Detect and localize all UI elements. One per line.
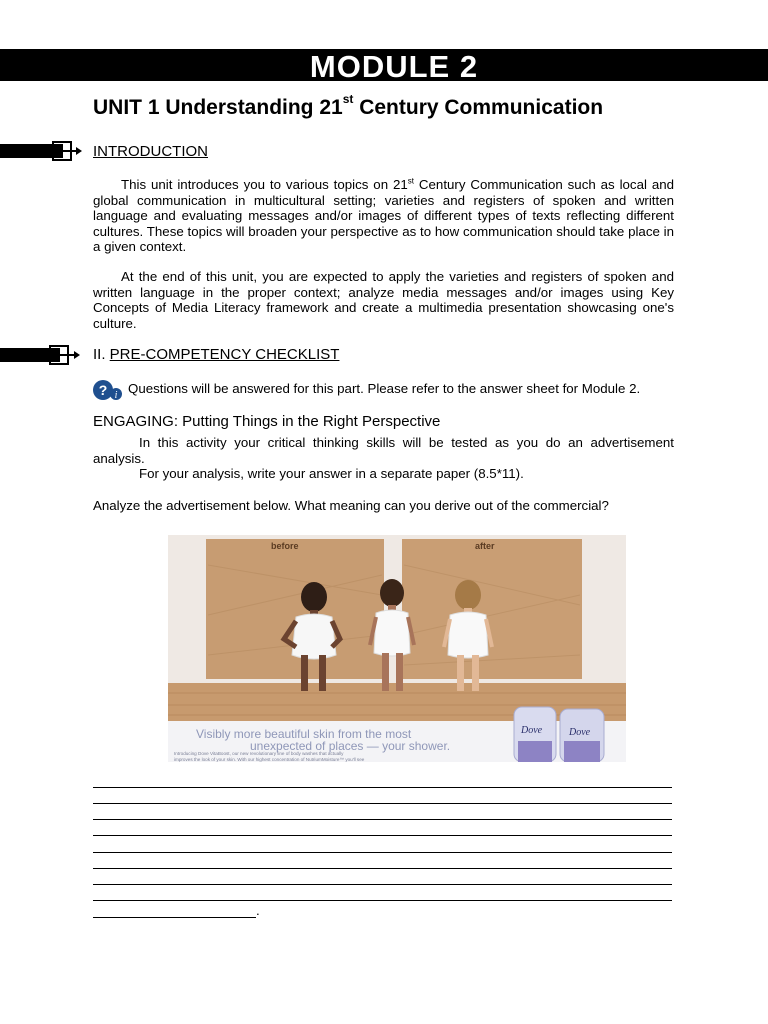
answer-line[interactable] — [93, 884, 672, 885]
advertisement-image — [168, 535, 626, 762]
answer-line[interactable] — [93, 787, 672, 788]
engaging-instruction-2: For your analysis, write your answer in a separate paper (8.5*11). — [139, 466, 524, 481]
exit-arrow-icon — [0, 141, 82, 161]
checklist-heading-text: PRE-COMPETENCY CHECKLIST — [109, 346, 340, 363]
engaging-heading: ENGAGING: Putting Things in the Right Perspective — [93, 413, 441, 430]
engaging-instruction-1: In this activity your critical thinking skills will be tested as you do an advertisement analysis. — [93, 435, 674, 466]
brand-logo: Dove — [569, 727, 591, 738]
introduction-heading — [93, 143, 208, 160]
answer-line[interactable] — [93, 917, 256, 918]
unit-title-sup: st — [342, 92, 354, 106]
checklist-note: Questions will be answered for this part. Please refer to the answer sheet for Module 2. — [128, 381, 641, 396]
para1-text-a: This unit introduces you to various topics on 21 — [121, 177, 408, 192]
unit-title — [93, 92, 604, 120]
checklist-heading — [93, 346, 339, 363]
ad-tagline-1: Visibly more beautiful skin from the most — [196, 727, 412, 741]
module-title-bar — [0, 49, 768, 84]
para1-sup: st — [407, 176, 415, 186]
svg-text:?: ? — [98, 382, 108, 398]
introduction-heading-text: INTRODUCTION — [93, 143, 208, 160]
answer-line[interactable] — [93, 852, 672, 853]
answer-line[interactable] — [93, 868, 672, 869]
ad-fineprint-2: improves the look of your skin. With our highest concentration of NutriumMoisture™ you'll see — [174, 757, 365, 762]
answer-period: . — [256, 903, 260, 918]
introduction-paragraph-1 — [93, 177, 674, 255]
question-info-icon — [93, 379, 123, 401]
answer-line[interactable] — [93, 803, 672, 804]
ad-fineprint-1: Introducing Dove VitaBoost, our new revolutionary line of body washes that actually — [174, 751, 344, 756]
answer-line[interactable] — [93, 819, 672, 820]
unit-title-suffix: Century Communication — [353, 96, 604, 119]
svg-text:i: i — [114, 390, 118, 401]
label-before: before — [271, 541, 299, 551]
ad-tagline-2: unexpected of places — your shower. — [250, 739, 451, 753]
checklist-number: II. — [93, 346, 110, 363]
label-after: after — [475, 541, 495, 551]
answer-line[interactable] — [93, 900, 672, 901]
unit-title-prefix: UNIT 1 Understanding 21 — [93, 96, 343, 119]
introduction-paragraph-2: At the end of this unit, you are expected to apply the varieties and registers of spoken and written language in the proper context; analyze media messages and/or images using Key Concepts of Media Literacy framework and create a multimedia presentation showcasing one's culture. — [93, 269, 674, 331]
brand-logo: Dove — [521, 725, 543, 736]
para1-text-b: Century Communication such as local and global communication in multicultural setting; varieties and registers of spoken and written language and evaluating messages and/or images of different types of texts reflecting different cultures. These topics will broaden your perspective as to how communication should take place in a given context. — [93, 177, 675, 254]
analysis-prompt: Analyze the advertisement below. What meaning can you derive out of the commercial? — [93, 498, 609, 513]
answer-line[interactable] — [93, 835, 672, 836]
exit-arrow-icon — [0, 345, 82, 365]
module-title: MODULE 2 — [309, 49, 479, 84]
